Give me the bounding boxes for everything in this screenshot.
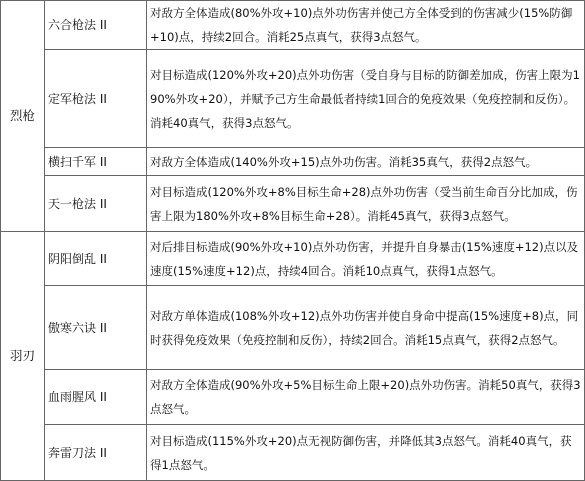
table-row [1, 232, 585, 286]
skill-name: 奔雷刀法 II [45, 425, 147, 481]
skill-name: 血雨腥风 II [45, 370, 147, 425]
skill-description: 对目标造成(120%外攻+20)点外功伤害（受自身与目标的防御差加成，伤害上限为190%外攻+20），并赋予己方生命最低者持续1回合的免疫效果（免疫控制和反伤）。消耗40真气，获得3点怒气。 [147, 50, 585, 148]
skill-name: 定军枪法 II [45, 50, 147, 148]
category-cell: 烈枪 [1, 1, 45, 232]
skill-description: 对目标造成(120%外攻+8%目标生命+28)点外功伤害（受当前生命百分比加成，伤害上限为180%外攻+8%目标生命+28）。消耗45真气，获得3点怒气。 [147, 176, 585, 232]
table-row [1, 50, 585, 148]
table-row [1, 370, 585, 425]
skill-name: 横扫千军 II [45, 148, 147, 176]
skill-description: 对敌方全体造成(80%外攻+10)点外功伤害并使己方全体受到的伤害减少(15%防御+10)点，持续2回合。消耗25点真气，获得3点怒气。 [147, 1, 585, 50]
table-row [1, 286, 585, 370]
category-cell: 羽刃 [1, 232, 45, 481]
skill-description: 对敌方全体造成(140%外攻+15)点外功伤害。消耗35真气，获得2点怒气。 [147, 148, 585, 176]
skill-name: 六合枪法 II [45, 1, 147, 50]
table-row [1, 425, 585, 481]
table-row [1, 1, 585, 50]
skill-description: 对目标造成(115%外攻+20)点无视防御伤害，并降低其3点怒气。消耗40真气，获得1点怒气。 [147, 425, 585, 481]
table-row [1, 176, 585, 232]
skill-description: 对敌方全体造成(90%外攻+5%目标生命上限+20)点外功伤害。消耗50真气，获得3点怒气。 [147, 370, 585, 425]
skill-name: 阴阳倒乱 II [45, 232, 147, 286]
skill-description: 对敌方单体造成(108%外攻+12)点外功伤害并使自身命中提高(15%速度+8)点，同时获得免疫效果（免疫控制和反伤），持续2回合。消耗15点真气，获得2点怒气。 [147, 286, 585, 370]
skill-description: 对后排目标造成(90%外攻+10)点外功伤害，并提升自身暴击(15%速度+12)点以及速度(15%速度+12)点，持续4回合。消耗10点真气，获得1点怒气。 [147, 232, 585, 286]
table-row [1, 148, 585, 176]
skill-name: 傲寒六诀 II [45, 286, 147, 370]
skill-name: 天一枪法 II [45, 176, 147, 232]
